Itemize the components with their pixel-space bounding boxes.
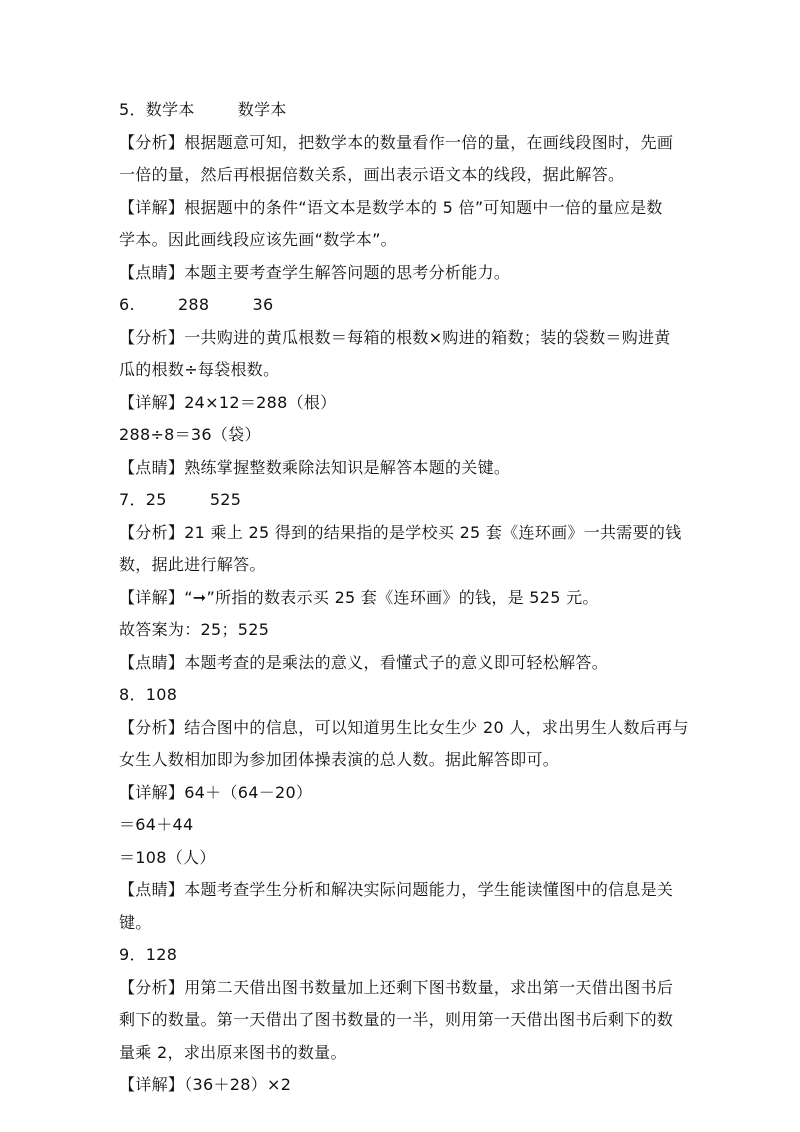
analysis-8-line-2: 女生人数相加即为参加团体操表演的总人数。据此解答即可。 <box>119 750 560 769</box>
detail-6-line-1: 【详解】24×12＝288（根） <box>119 392 337 412</box>
detail-9-line-1: 【详解】（36＋28）×2 <box>119 1075 292 1094</box>
analysis-5-line-1: 【分析】根据题意可知，把数学本的数量看作一倍的量，在画线段图时，先画 <box>119 132 674 152</box>
answer-6-heading: 6. 288 36 <box>119 295 274 314</box>
answer-5-heading: 5．数学本 数学本 <box>119 100 287 119</box>
detail-7: 【详解】“➞”所指的数表示买 25 套《连环画》的钱，是 525 元。 <box>119 587 599 607</box>
answer-9-heading: 9．128 <box>119 945 178 964</box>
detail-8-line-2: ＝64＋44 <box>119 815 194 834</box>
comment-8-line-1: 【点睛】本题考查学生分析和解决实际问题能力，学生能读懂图中的信息是关 <box>119 880 674 899</box>
answer-summary-7: 故答案为：25；525 <box>119 620 270 639</box>
analysis-9-line-3: 量乘 2，求出原来图书的数量。 <box>119 1042 347 1062</box>
answer-7-heading: 7．25 525 <box>119 490 242 509</box>
detail-8-line-1: 【详解】64＋（64－20） <box>119 782 313 802</box>
answer-8-heading: 8．108 <box>119 685 178 704</box>
comment-6: 【点睛】熟练掌握整数乘除法知识是解答本题的关键。 <box>119 457 511 477</box>
analysis-6-line-2: 瓜的根数÷每袋根数。 <box>119 360 280 379</box>
comment-7: 【点睛】本题考查的是乘法的意义，看懂式子的意义即可轻松解答。 <box>119 652 609 672</box>
analysis-7-line-1: 【分析】21 乘上 25 得到的结果指的是学校买 25 套《连环画》一共需要的钱 <box>119 522 682 542</box>
analysis-6-line-1: 【分析】一共购进的黄瓜根数＝每箱的根数×购进的箱数；装的袋数＝购进黄 <box>119 327 671 347</box>
document-page <box>119 94 689 1102</box>
comment-8-line-2: 键。 <box>119 912 152 932</box>
detail-5-line-2: 学本。因此画线段应该先画“数学本”。 <box>119 230 397 249</box>
analysis-9-line-1: 【分析】用第二天借出图书数量加上还剩下图书数量，求出第一天借出图书后 <box>119 977 674 997</box>
analysis-9-line-2: 剩下的数量。第一天借出了图书数量的一半，则用第一天借出图书后剩下的数 <box>119 1010 674 1029</box>
detail-8-line-3: ＝108（人） <box>119 847 216 867</box>
analysis-5-line-2: 一倍的量，然后再根据倍数关系，画出表示语文本的线段，据此解答。 <box>119 165 625 184</box>
comment-5: 【点睛】本题主要考查学生解答问题的思考分析能力。 <box>119 262 511 282</box>
analysis-8-line-1: 【分析】结合图中的信息，可以知道男生比女生少 20 人，求出男生人数后再与 <box>119 717 689 737</box>
analysis-7-line-2: 数，据此进行解答。 <box>119 555 266 574</box>
detail-5-line-1: 【详解】根据题中的条件“语文本是数学本的 5 倍”可知题中一倍的量应是数 <box>119 197 663 217</box>
detail-6-line-2: 288÷8＝36（袋） <box>119 425 261 444</box>
